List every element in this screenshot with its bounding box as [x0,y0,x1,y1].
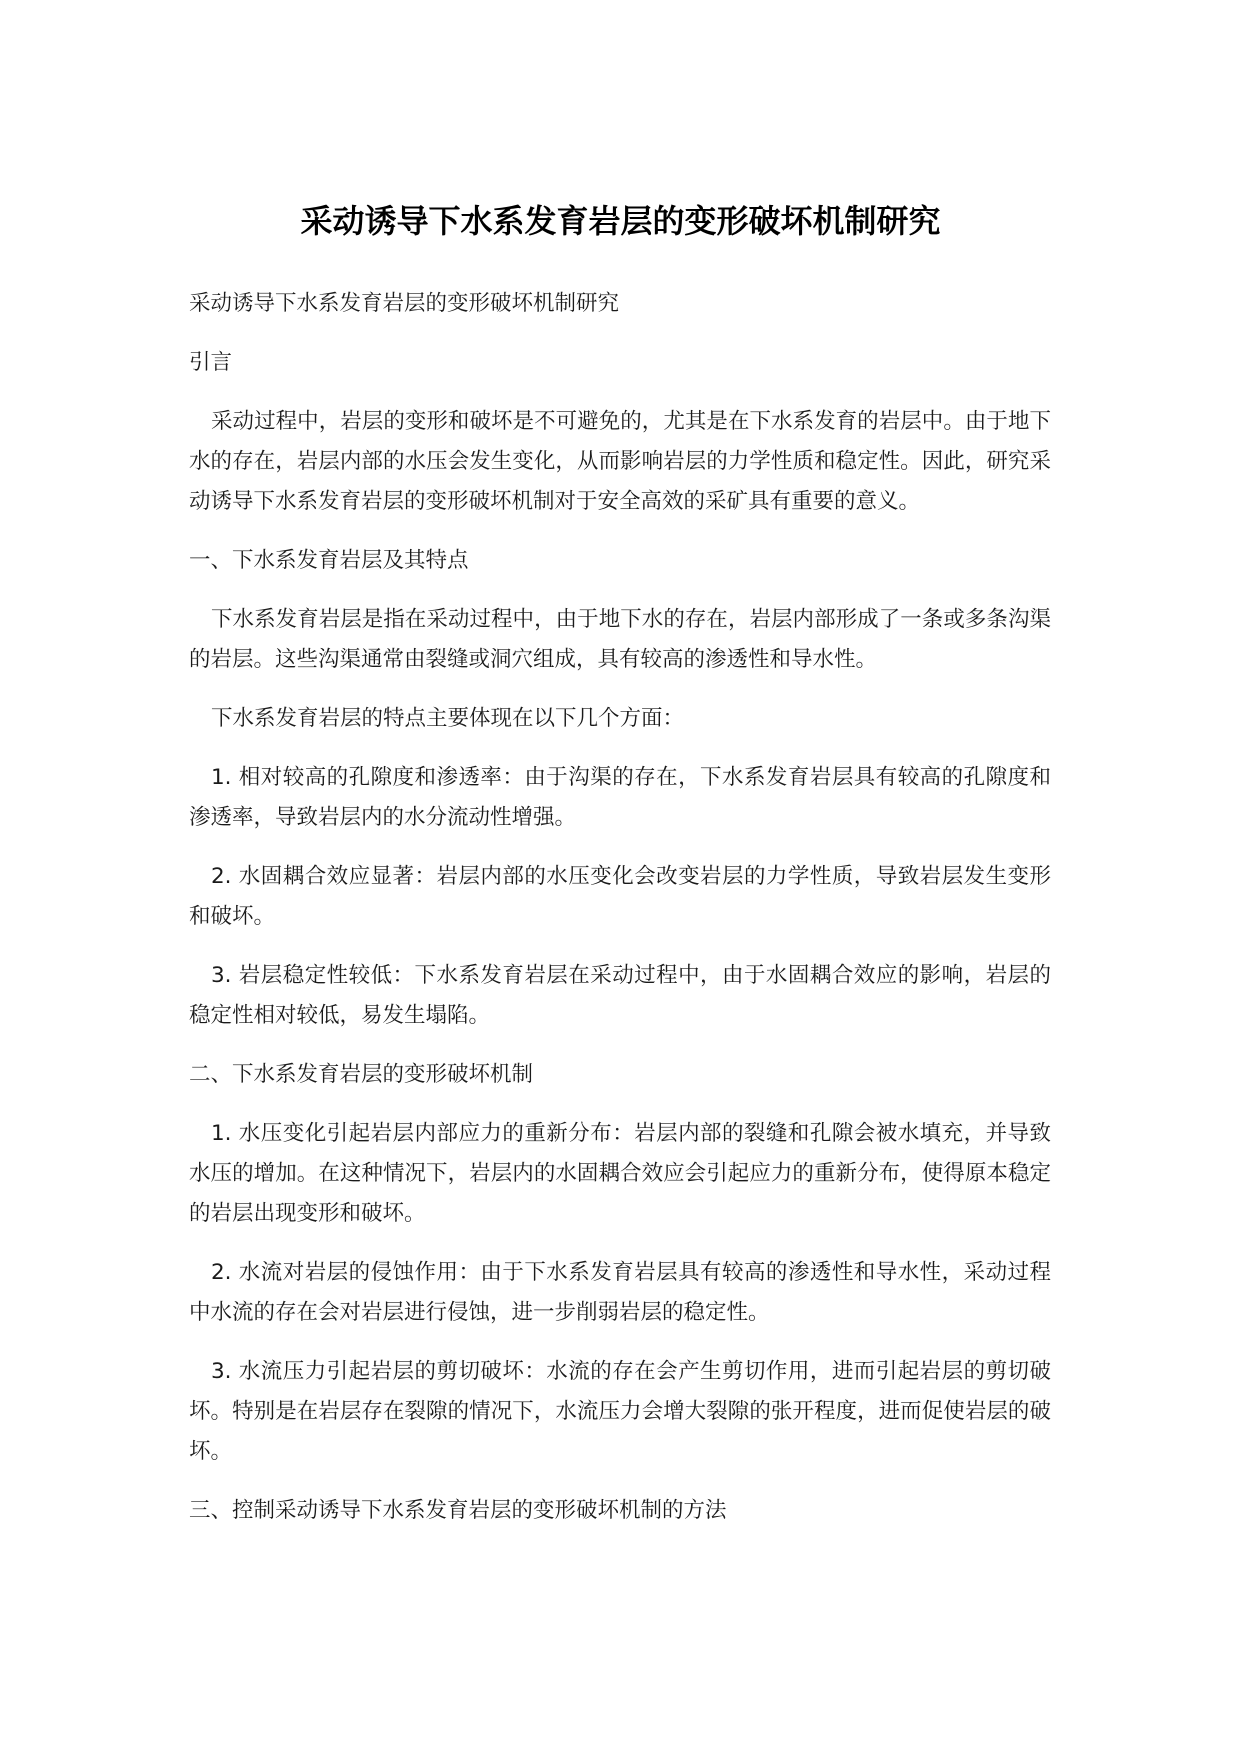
section-heading: 采动诱导下水系发育岩层的变形破坏机制研究 [189,291,620,316]
body-paragraph: 下水系发育岩层是指在采动过程中，由于地下水的存在，岩层内部形成了一条或多条沟渠的岩层。这些沟渠通常由裂缝或洞穴组成，具有较高的渗透性和导水性。 [189,607,1051,672]
body-paragraph: 1. 相对较高的孔隙度和渗透率：由于沟渠的存在，下水系发育岩层具有较高的孔隙度和渗透率，导致岩层内的水分流动性增强。 [189,765,1051,830]
document-title: 采动诱导下水系发育岩层的变形破坏机制研究 [300,202,941,241]
body-paragraph: 3. 水流压力引起岩层的剪切破坏：水流的存在会产生剪切作用，进而引起岩层的剪切破坏。特别是在岩层存在裂隙的情况下，水流压力会增大裂隙的张开程度，进而促使岩层的破坏。 [189,1359,1051,1464]
body-paragraph: 2. 水流对岩层的侵蚀作用：由于下水系发育岩层具有较高的渗透性和导水性，采动过程中水流的存在会对岩层进行侵蚀，进一步削弱岩层的稳定性。 [189,1260,1051,1325]
section-heading: 二、下水系发育岩层的变形破坏机制 [189,1062,534,1087]
body-paragraph: 2. 水固耦合效应显著：岩层内部的水压变化会改变岩层的力学性质，导致岩层发生变形和破坏。 [189,864,1051,929]
document-body [189,284,1051,1550]
body-paragraph: 下水系发育岩层的特点主要体现在以下几个方面： [211,706,685,731]
body-paragraph: 采动过程中，岩层的变形和破坏是不可避免的，尤其是在下水系发育的岩层中。由于地下水的存在，岩层内部的水压会发生变化，从而影响岩层的力学性质和稳定性。因此，研究采动诱导下水系发育岩层的变形破坏机制对于安全高效的采矿具有重要的意义。 [189,409,1051,514]
section-heading: 一、下水系发育岩层及其特点 [189,548,469,573]
body-paragraph: 3. 岩层稳定性较低：下水系发育岩层在采动过程中，由于水固耦合效应的影响，岩层的稳定性相对较低，易发生塌陷。 [189,963,1051,1028]
body-paragraph: 1. 水压变化引起岩层内部应力的重新分布：岩层内部的裂缝和孔隙会被水填充，并导致水压的增加。在这种情况下，岩层内的水固耦合效应会引起应力的重新分布，使得原本稳定的岩层出现变形和破坏。 [189,1121,1051,1226]
section-heading: 引言 [189,350,233,375]
section-heading: 三、控制采动诱导下水系发育岩层的变形破坏机制的方法 [189,1498,727,1523]
